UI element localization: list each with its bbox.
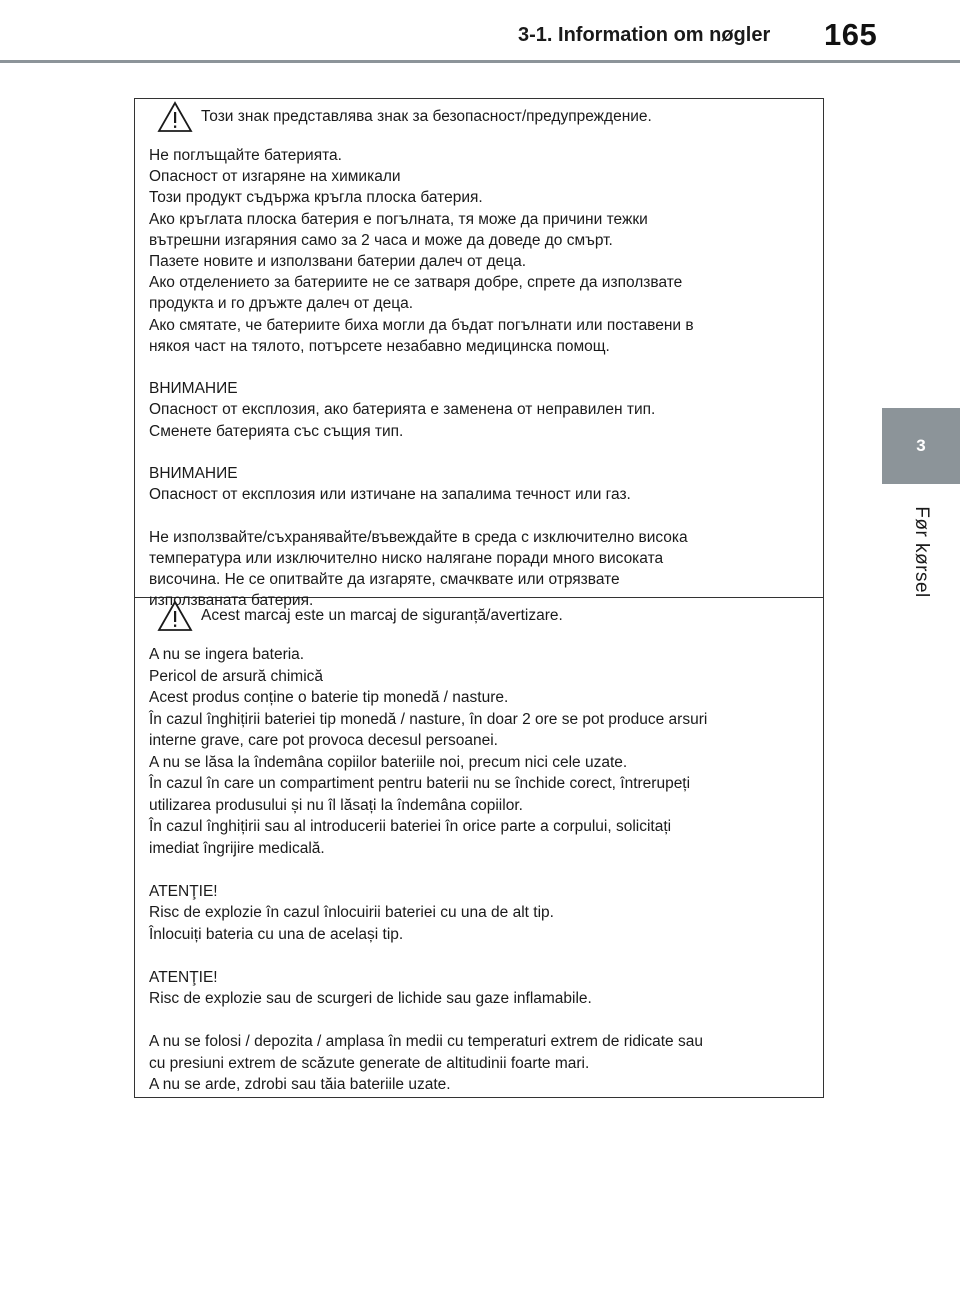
warning-text-line: ВНИМАНИЕ [149,465,238,483]
chapter-tab-number: 3 [916,436,926,455]
warning-text-line: Pericol de arsură chimică [149,667,324,685]
warning-text-line: A nu se folosi / depozita / amplasa în medii cu temperaturi extrem de ridicate sau [149,1033,703,1050]
warning-heading-text: Acest marcaj este un marcaj de siguranță/avertizare. [201,607,563,624]
warning-text-line: A nu se ingera bateria. [149,646,305,663]
header-rule [0,60,960,63]
paragraph-gap [149,1010,809,1032]
page-number: 165 [824,17,878,52]
warning-text-line: interne grave, care pot provoca decesul persoanei. [149,732,498,749]
warning-text-line: A nu se lăsa la îndemâna copiilor bateriile noi, precum nici cele uzate. [149,753,628,771]
warning-text-line: Опасност от експлозия или изтичане на запалима течност или газ. [149,486,631,504]
warning-heading-bulgarian [157,99,809,133]
paragraph-gap [149,357,809,378]
warning-heading-romanian [157,598,809,632]
warning-text-line: Не използвайте/съхранявайте/въвеждайте в среда с изключително висока [149,528,688,546]
chapter-tab [882,408,960,484]
warning-text-line: Сменете батерията със същия тип. [149,422,404,440]
warning-text-line: височина. Не се опитвайте да изгаряте, смачквате или отрязвате [149,571,620,589]
warning-text-line: Înlocuiți bateria cu una de același tip. [149,925,404,943]
paragraph-gap [149,859,809,881]
warning-text-line: cu presiuni extrem de scăzute generate de altitudinii foarte mari. [149,1054,590,1072]
warning-text-line: температура или изключително ниско налягане поради много високата [149,549,664,567]
warning-section-bulgarian [135,99,823,610]
warning-text-line: Този продукт съдържа кръгла плоска батерия. [149,189,483,207]
warning-text-line: ВНИМАНИЕ [149,380,238,398]
warning-text-line: A nu se arde, zdrobi sau tăia bateriile uzate. [149,1076,451,1093]
warning-triangle-icon [157,600,193,632]
warning-text-line: În cazul în care un compartiment pentru baterii nu se închide corect, întrerupeți [149,775,691,792]
battery-warning-box [134,98,824,1098]
warning-text-line: Ако кръглата плоска батерия е погълната, тя може да причини тежки [149,210,648,228]
warning-text-line: Опасност от експлозия, ако батерията е заменена от неправилен тип. [149,401,656,419]
warning-text-line: imediat îngrijire medicală. [149,839,325,857]
warning-text-line: Risc de explozie sau de scurgeri de lichide sau gaze inflamabile. [149,990,592,1007]
warning-text-line: Risc de explozie în cazul înlocuirii bateriei cu una de alt tip. [149,904,554,921]
warning-text-line: използваната батерия. [149,592,314,610]
warning-text-line: În cazul înghițirii bateriei tip monedă / nasture, în doar 2 ore se pot produce arsuri [149,710,708,728]
warning-text-line: ATENŢIE! [149,968,218,986]
warning-text-line: Ако отделението за батериите не се затваря добре, спрете да използвате [149,274,683,292]
warning-text-line: Пазете новите и използвани батерии далеч от деца. [149,253,527,271]
warning-heading-text: Този знак представлява знак за безопасност/предупреждение. [201,108,652,125]
warning-text-line: някоя част на тялото, потърсете незабавно медицинска помощ. [149,337,610,355]
warning-text-line: În cazul înghițirii sau al introducerii bateriei în orice parte a corpului, solicitați [149,818,672,835]
chapter-tab-label: Før kørsel [911,506,932,598]
warning-text-line: Acest produs conține o baterie tip monedă / nasture. [149,689,509,706]
paragraph-gap [149,945,809,967]
warning-text-line: Ако смятате, че батериите биха могли да бъдат погълнати или поставени в [149,316,694,334]
paragraph-gap [149,442,809,463]
warning-text-line: продукта и го дръжте далеч от деца. [149,295,414,313]
warning-triangle-icon [157,101,193,133]
warning-section-romanian [135,598,823,1097]
warning-body-bulgarian [149,145,809,611]
paragraph-gap [149,505,809,526]
warning-text-line: Не поглъщайте батерията. [149,147,342,164]
warning-text-line: utilizarea produsului și nu îl lăsați la îndemâna copiilor. [149,796,523,814]
warning-text-line: ATENŢIE! [149,882,218,900]
warning-text-line: вътрешни изгаряния само за 2 часа и може да доведе до смърт. [149,231,613,249]
warning-text-line: Опасност от изгаряне на химикали [149,168,401,186]
chapter-title: 3-1. Information om nøgler [518,24,771,46]
warning-body-romanian [149,644,809,1096]
